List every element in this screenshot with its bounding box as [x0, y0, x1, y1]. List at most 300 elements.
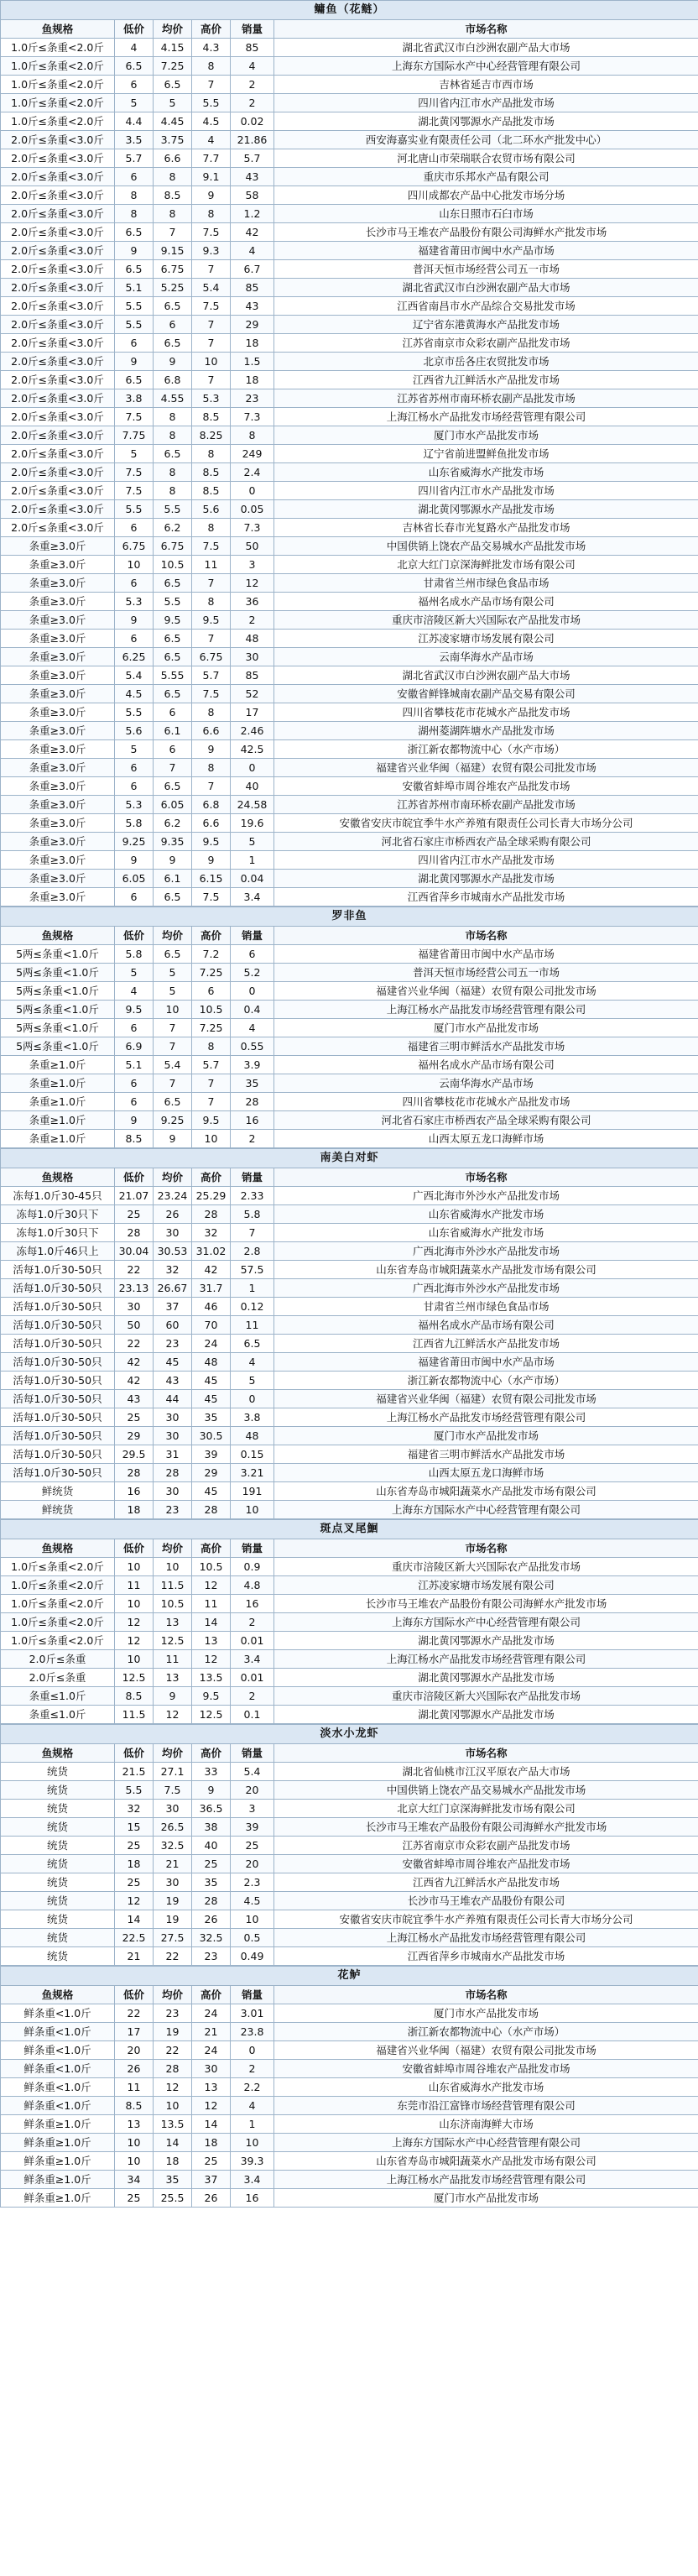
column-header-high: 高价 — [192, 20, 231, 39]
market-name-cell: 吉林省延吉市西市场 — [274, 76, 698, 94]
volume-cell: 39 — [231, 1818, 274, 1837]
low-price-cell: 12 — [115, 1613, 154, 1632]
market-name-cell: 福建省兴业华闽（福建）农贸有限公司批发市场 — [274, 982, 698, 1001]
spec-cell: 1.0斤≤条重<2.0斤 — [1, 1632, 115, 1650]
volume-cell: 20 — [231, 1855, 274, 1873]
high-price-cell: 9.5 — [192, 1687, 231, 1706]
volume-cell: 85 — [231, 279, 274, 297]
section-title-row — [1, 1149, 698, 1168]
market-name-cell: 中国供销上饶农产品交易城水产品批发市场 — [274, 1781, 698, 1800]
table-row — [1, 722, 698, 740]
high-price-cell: 7.2 — [192, 945, 231, 964]
volume-cell: 48 — [231, 1427, 274, 1445]
low-price-cell: 4 — [115, 982, 154, 1001]
volume-cell: 3.4 — [231, 1650, 274, 1669]
low-price-cell: 5.5 — [115, 316, 154, 334]
spec-cell: 冻每1.0斤46只上 — [1, 1242, 115, 1261]
volume-cell: 10 — [231, 1910, 274, 1929]
table-row — [1, 1445, 698, 1464]
low-price-cell: 10 — [115, 1650, 154, 1669]
market-name-cell: 上海江杨水产品批发市场经营管理有限公司 — [274, 1408, 698, 1427]
volume-cell: 0.4 — [231, 1001, 274, 1019]
table-row — [1, 1892, 698, 1910]
spec-cell: 鲜条重≥1.0斤 — [1, 2134, 115, 2152]
low-price-cell: 7.5 — [115, 408, 154, 426]
high-price-cell: 8 — [192, 593, 231, 611]
market-name-cell: 厦门市水产品批发市场 — [274, 2004, 698, 2023]
market-name-cell: 安徽省安庆市皖宜季牛水产养殖有限责任公司长青大市场分公司 — [274, 814, 698, 833]
table-row — [1, 1855, 698, 1873]
low-price-cell: 6.5 — [115, 260, 154, 279]
column-header-spec: 鱼规格 — [1, 1744, 115, 1763]
table-row — [1, 796, 698, 814]
avg-price-cell: 5 — [154, 982, 192, 1001]
spec-cell: 条重≥3.0斤 — [1, 870, 115, 888]
spec-cell: 活每1.0斤30-50只 — [1, 1408, 115, 1427]
high-price-cell: 5.4 — [192, 279, 231, 297]
market-name-cell: 山东省威海水产批发市场 — [274, 2078, 698, 2097]
volume-cell: 23.8 — [231, 2023, 274, 2041]
spec-cell: 条重≥3.0斤 — [1, 537, 115, 556]
spec-cell: 统货 — [1, 1837, 115, 1855]
table-row — [1, 1818, 698, 1837]
avg-price-cell: 9.5 — [154, 611, 192, 630]
volume-cell: 0.9 — [231, 1558, 274, 1576]
volume-cell: 5 — [231, 1372, 274, 1390]
spec-cell: 1.0斤≤条重<2.0斤 — [1, 57, 115, 76]
section-title-row — [1, 907, 698, 927]
low-price-cell: 12.5 — [115, 1669, 154, 1687]
volume-cell: 0.12 — [231, 1298, 274, 1316]
spec-cell: 2.0斤≤条重<3.0斤 — [1, 353, 115, 371]
volume-cell: 249 — [231, 445, 274, 463]
market-name-cell: 湖北省武汉市白沙洲农副产品大市场 — [274, 666, 698, 685]
column-header-vol: 销量 — [231, 927, 274, 945]
low-price-cell: 5.1 — [115, 1056, 154, 1074]
avg-price-cell: 6 — [154, 740, 192, 759]
spec-cell: 鲜条重≥1.0斤 — [1, 2115, 115, 2134]
low-price-cell: 6 — [115, 759, 154, 777]
avg-price-cell: 6.1 — [154, 870, 192, 888]
spec-cell: 统货 — [1, 1929, 115, 1947]
low-price-cell: 6 — [115, 777, 154, 796]
table-row — [1, 2041, 698, 2060]
market-name-cell: 厦门市水产品批发市场 — [274, 426, 698, 445]
table-row — [1, 1130, 698, 1148]
high-price-cell: 8.25 — [192, 426, 231, 445]
high-price-cell: 40 — [192, 1837, 231, 1855]
low-price-cell: 5 — [115, 964, 154, 982]
table-row — [1, 39, 698, 57]
low-price-cell: 4.5 — [115, 685, 154, 703]
spec-cell: 2.0斤≤条重<3.0斤 — [1, 279, 115, 297]
avg-price-cell: 13 — [154, 1613, 192, 1632]
high-price-cell: 4.5 — [192, 112, 231, 131]
avg-price-cell: 27.1 — [154, 1763, 192, 1781]
avg-price-cell: 9 — [154, 1130, 192, 1148]
market-name-cell: 江西省九江鲜活水产品批发市场 — [274, 371, 698, 389]
volume-cell: 3.8 — [231, 1408, 274, 1427]
market-name-cell: 东莞市沿江富锋市场经营管理有限公司 — [274, 2097, 698, 2115]
table-row — [1, 1669, 698, 1687]
high-price-cell: 6.6 — [192, 722, 231, 740]
spec-cell: 冻每1.0斤30只下 — [1, 1205, 115, 1224]
volume-cell: 5.2 — [231, 964, 274, 982]
table-row — [1, 1687, 698, 1706]
low-price-cell: 7.5 — [115, 482, 154, 500]
column-header-high: 高价 — [192, 1168, 231, 1187]
high-price-cell: 7 — [192, 371, 231, 389]
market-name-cell: 四川省内江市水产品批发市场 — [274, 851, 698, 870]
table-row — [1, 389, 698, 408]
spec-cell: 条重≥3.0斤 — [1, 740, 115, 759]
column-header-high: 高价 — [192, 1986, 231, 2004]
high-price-cell: 28 — [192, 1205, 231, 1224]
avg-price-cell: 32.5 — [154, 1837, 192, 1855]
low-price-cell: 5 — [115, 740, 154, 759]
avg-price-cell: 4.45 — [154, 112, 192, 131]
spec-cell: 活每1.0斤30-50只 — [1, 1445, 115, 1464]
avg-price-cell: 31 — [154, 1445, 192, 1464]
volume-cell: 10 — [231, 2134, 274, 2152]
spec-cell: 5两≤条重<1.0斤 — [1, 1019, 115, 1037]
table-row — [1, 2097, 698, 2115]
table-row — [1, 1372, 698, 1390]
avg-price-cell: 8 — [154, 426, 192, 445]
section-title-row — [1, 1520, 698, 1539]
spec-cell: 条重≥3.0斤 — [1, 556, 115, 574]
high-price-cell: 28 — [192, 1892, 231, 1910]
avg-price-cell: 30 — [154, 1873, 192, 1892]
low-price-cell: 28 — [115, 1224, 154, 1242]
low-price-cell: 5.3 — [115, 796, 154, 814]
high-price-cell: 7 — [192, 316, 231, 334]
table-row — [1, 1093, 698, 1111]
market-name-cell: 福建省莆田市闽中水产品市场 — [274, 242, 698, 260]
volume-cell: 16 — [231, 2189, 274, 2208]
market-name-cell: 上海东方国际水产中心经营管理有限公司 — [274, 1501, 698, 1519]
volume-cell: 1 — [231, 2115, 274, 2134]
avg-price-cell: 43 — [154, 1372, 192, 1390]
high-price-cell: 26 — [192, 2189, 231, 2208]
high-price-cell: 7 — [192, 1074, 231, 1093]
volume-cell: 17 — [231, 703, 274, 722]
high-price-cell: 4.3 — [192, 39, 231, 57]
volume-cell: 6 — [231, 945, 274, 964]
avg-price-cell: 6.75 — [154, 537, 192, 556]
spec-cell: 条重≥3.0斤 — [1, 796, 115, 814]
column-header-spec: 鱼规格 — [1, 20, 115, 39]
high-price-cell: 48 — [192, 1353, 231, 1372]
volume-cell: 12 — [231, 574, 274, 593]
high-price-cell: 5.6 — [192, 500, 231, 519]
high-price-cell: 35 — [192, 1408, 231, 1427]
market-name-cell: 福建省兴业华闽（福建）农贸有限公司批发市场 — [274, 1390, 698, 1408]
low-price-cell: 5.1 — [115, 279, 154, 297]
table-row — [1, 964, 698, 982]
low-price-cell: 6 — [115, 168, 154, 186]
high-price-cell: 9 — [192, 851, 231, 870]
spec-cell: 5两≤条重<1.0斤 — [1, 1037, 115, 1056]
avg-price-cell: 28 — [154, 1464, 192, 1482]
table-row — [1, 666, 698, 685]
avg-price-cell: 6.1 — [154, 722, 192, 740]
low-price-cell: 5.5 — [115, 1781, 154, 1800]
column-header-avg: 均价 — [154, 1986, 192, 2004]
volume-cell: 2 — [231, 2060, 274, 2078]
high-price-cell: 37 — [192, 2171, 231, 2189]
high-price-cell: 7.5 — [192, 888, 231, 907]
spec-cell: 统货 — [1, 1873, 115, 1892]
volume-cell: 5 — [231, 833, 274, 851]
table-row — [1, 316, 698, 334]
volume-cell: 35 — [231, 1074, 274, 1093]
avg-price-cell: 6.2 — [154, 814, 192, 833]
spec-cell: 条重≥3.0斤 — [1, 630, 115, 648]
section-title: 淡水小龙虾 — [1, 1725, 698, 1744]
avg-price-cell: 11 — [154, 1650, 192, 1669]
volume-cell: 4 — [231, 242, 274, 260]
high-price-cell: 29 — [192, 1464, 231, 1482]
spec-cell: 1.0斤≤条重<2.0斤 — [1, 76, 115, 94]
spec-cell: 鲜条重<1.0斤 — [1, 2078, 115, 2097]
table-row — [1, 131, 698, 149]
header-row — [1, 1744, 698, 1763]
volume-cell: 29 — [231, 316, 274, 334]
high-price-cell: 14 — [192, 1613, 231, 1632]
high-price-cell: 35 — [192, 1873, 231, 1892]
volume-cell: 16 — [231, 1595, 274, 1613]
low-price-cell: 8.5 — [115, 1130, 154, 1148]
market-name-cell: 湖州菱湖阵塘水产品批发市场 — [274, 722, 698, 740]
table-row — [1, 1224, 698, 1242]
low-price-cell: 9 — [115, 242, 154, 260]
low-price-cell: 43 — [115, 1390, 154, 1408]
avg-price-cell: 10 — [154, 2097, 192, 2115]
volume-cell: 18 — [231, 334, 274, 353]
high-price-cell: 9.5 — [192, 611, 231, 630]
low-price-cell: 5.5 — [115, 500, 154, 519]
spec-cell: 活每1.0斤30-50只 — [1, 1298, 115, 1316]
volume-cell: 0.49 — [231, 1947, 274, 1966]
section-title-row — [1, 1, 698, 20]
market-name-cell: 北京大红门京深海鲜批发市场有限公司 — [274, 1800, 698, 1818]
avg-price-cell: 5.25 — [154, 279, 192, 297]
market-name-cell: 湖北省仙桃市江汉平原农产品大市场 — [274, 1763, 698, 1781]
volume-cell: 3.01 — [231, 2004, 274, 2023]
high-price-cell: 7.5 — [192, 685, 231, 703]
low-price-cell: 12 — [115, 1892, 154, 1910]
table-row — [1, 759, 698, 777]
volume-cell: 1.5 — [231, 353, 274, 371]
low-price-cell: 10 — [115, 2152, 154, 2171]
market-name-cell: 上海江杨水产品批发市场经营管理有限公司 — [274, 1929, 698, 1947]
high-price-cell: 18 — [192, 2134, 231, 2152]
table-row — [1, 1111, 698, 1130]
avg-price-cell: 30 — [154, 1427, 192, 1445]
column-header-high: 高价 — [192, 927, 231, 945]
spec-cell: 条重≥3.0斤 — [1, 759, 115, 777]
low-price-cell: 5.4 — [115, 666, 154, 685]
table-row — [1, 1464, 698, 1482]
avg-price-cell: 21 — [154, 1855, 192, 1873]
table-row — [1, 2004, 698, 2023]
avg-price-cell: 5.4 — [154, 1056, 192, 1074]
volume-cell: 28 — [231, 1093, 274, 1111]
market-name-cell: 江苏凌家塘市场发展有限公司 — [274, 1576, 698, 1595]
avg-price-cell: 10 — [154, 1001, 192, 1019]
table-row — [1, 685, 698, 703]
avg-price-cell: 9.15 — [154, 242, 192, 260]
high-price-cell: 30.5 — [192, 1427, 231, 1445]
spec-cell: 2.0斤≤条重 — [1, 1669, 115, 1687]
low-price-cell: 13 — [115, 2115, 154, 2134]
low-price-cell: 5.5 — [115, 703, 154, 722]
table-row — [1, 94, 698, 112]
table-row — [1, 205, 698, 223]
market-name-cell: 四川省攀枝花市花城水产品批发市场 — [274, 1093, 698, 1111]
low-price-cell: 30 — [115, 1298, 154, 1316]
market-name-cell: 云南华海水产品市场 — [274, 648, 698, 666]
table-row — [1, 556, 698, 574]
low-price-cell: 29 — [115, 1427, 154, 1445]
high-price-cell: 5.3 — [192, 389, 231, 408]
avg-price-cell: 13.5 — [154, 2115, 192, 2134]
avg-price-cell: 8 — [154, 168, 192, 186]
low-price-cell: 9 — [115, 353, 154, 371]
table-row — [1, 2023, 698, 2041]
spec-cell: 2.0斤≤条重<3.0斤 — [1, 205, 115, 223]
volume-cell: 0.04 — [231, 870, 274, 888]
spec-cell: 条重≥1.0斤 — [1, 1056, 115, 1074]
high-price-cell: 38 — [192, 1818, 231, 1837]
low-price-cell: 6 — [115, 519, 154, 537]
avg-price-cell: 6.5 — [154, 574, 192, 593]
table-row — [1, 1261, 698, 1279]
section-title: 花鲈 — [1, 1967, 698, 1986]
low-price-cell: 5.7 — [115, 149, 154, 168]
table-row — [1, 1632, 698, 1650]
market-name-cell: 北京大红门京深海鲜批发市场有限公司 — [274, 556, 698, 574]
low-price-cell: 34 — [115, 2171, 154, 2189]
low-price-cell: 8.5 — [115, 1687, 154, 1706]
table-row — [1, 1019, 698, 1037]
high-price-cell: 8.5 — [192, 463, 231, 482]
spec-cell: 1.0斤≤条重<2.0斤 — [1, 112, 115, 131]
volume-cell: 2.4 — [231, 463, 274, 482]
volume-cell: 4 — [231, 57, 274, 76]
table-row — [1, 1613, 698, 1632]
volume-cell: 21.86 — [231, 131, 274, 149]
volume-cell: 0 — [231, 759, 274, 777]
high-price-cell: 9.5 — [192, 833, 231, 851]
avg-price-cell: 6.5 — [154, 334, 192, 353]
market-name-cell: 厦门市水产品批发市场 — [274, 2189, 698, 2208]
volume-cell: 7 — [231, 1224, 274, 1242]
table-row — [1, 1837, 698, 1855]
low-price-cell: 6 — [115, 1093, 154, 1111]
column-header-low: 低价 — [115, 1744, 154, 1763]
avg-price-cell: 25.5 — [154, 2189, 192, 2208]
column-header-low: 低价 — [115, 1168, 154, 1187]
volume-cell: 3 — [231, 556, 274, 574]
avg-price-cell: 4.15 — [154, 39, 192, 57]
spec-cell: 统货 — [1, 1800, 115, 1818]
spec-cell: 活每1.0斤30-50只 — [1, 1279, 115, 1298]
spec-cell: 2.0斤≤条重<3.0斤 — [1, 519, 115, 537]
high-price-cell: 12 — [192, 1650, 231, 1669]
low-price-cell: 25 — [115, 1837, 154, 1855]
volume-cell: 2 — [231, 1687, 274, 1706]
market-name-cell: 浙江新农都物流中心（水产市场） — [274, 2023, 698, 2041]
low-price-cell: 11.5 — [115, 1706, 154, 1724]
high-price-cell: 8.5 — [192, 408, 231, 426]
high-price-cell: 10 — [192, 353, 231, 371]
market-name-cell: 福州名成水产品市场有限公司 — [274, 1316, 698, 1335]
low-price-cell: 10 — [115, 1595, 154, 1613]
column-header-low: 低价 — [115, 20, 154, 39]
spec-cell: 1.0斤≤条重<2.0斤 — [1, 1595, 115, 1613]
market-name-cell: 吉林省长春市光复路水产品批发市场 — [274, 519, 698, 537]
avg-price-cell: 5.55 — [154, 666, 192, 685]
low-price-cell: 3.5 — [115, 131, 154, 149]
market-name-cell: 重庆市乐邦水产品有限公司 — [274, 168, 698, 186]
low-price-cell: 6 — [115, 334, 154, 353]
low-price-cell: 22.5 — [115, 1929, 154, 1947]
avg-price-cell: 8 — [154, 205, 192, 223]
column-header-market: 市场名称 — [274, 927, 698, 945]
avg-price-cell: 7 — [154, 223, 192, 242]
spec-cell: 2.0斤≤条重<3.0斤 — [1, 186, 115, 205]
avg-price-cell: 26.67 — [154, 1279, 192, 1298]
spec-cell: 2.0斤≤条重 — [1, 1650, 115, 1669]
avg-price-cell: 6 — [154, 316, 192, 334]
market-name-cell: 安徽省安庆市皖宜季牛水产养殖有限责任公司长青大市场分公司 — [274, 1910, 698, 1929]
column-header-vol: 销量 — [231, 1744, 274, 1763]
volume-cell: 39.3 — [231, 2152, 274, 2171]
avg-price-cell: 27.5 — [154, 1929, 192, 1947]
low-price-cell: 5.3 — [115, 593, 154, 611]
low-price-cell: 14 — [115, 1910, 154, 1929]
market-name-cell: 广西北海市外沙水产品批发市场 — [274, 1187, 698, 1205]
table-row — [1, 611, 698, 630]
market-name-cell: 辽宁省东港黄海水产品批发市场 — [274, 316, 698, 334]
avg-price-cell: 4.55 — [154, 389, 192, 408]
market-name-cell: 江西省萍乡市城南水产品批发市场 — [274, 1947, 698, 1966]
table-row — [1, 1390, 698, 1408]
section-table — [0, 0, 698, 907]
avg-price-cell: 32 — [154, 1261, 192, 1279]
avg-price-cell: 30.53 — [154, 1242, 192, 1261]
spec-cell: 条重≥3.0斤 — [1, 851, 115, 870]
volume-cell: 3.4 — [231, 888, 274, 907]
table-row — [1, 186, 698, 205]
low-price-cell: 28 — [115, 1464, 154, 1482]
low-price-cell: 6.75 — [115, 537, 154, 556]
high-price-cell: 32.5 — [192, 1929, 231, 1947]
volume-cell: 0 — [231, 482, 274, 500]
market-name-cell: 厦门市水产品批发市场 — [274, 1019, 698, 1037]
column-header-vol: 销量 — [231, 1986, 274, 2004]
low-price-cell: 6.05 — [115, 870, 154, 888]
spec-cell: 条重≤1.0斤 — [1, 1706, 115, 1724]
avg-price-cell: 7.5 — [154, 1781, 192, 1800]
avg-price-cell: 7 — [154, 1074, 192, 1093]
low-price-cell: 20 — [115, 2041, 154, 2060]
market-name-cell: 中国供销上饶农产品交易城水产品批发市场 — [274, 537, 698, 556]
column-header-spec: 鱼规格 — [1, 1539, 115, 1558]
high-price-cell: 13 — [192, 2078, 231, 2097]
